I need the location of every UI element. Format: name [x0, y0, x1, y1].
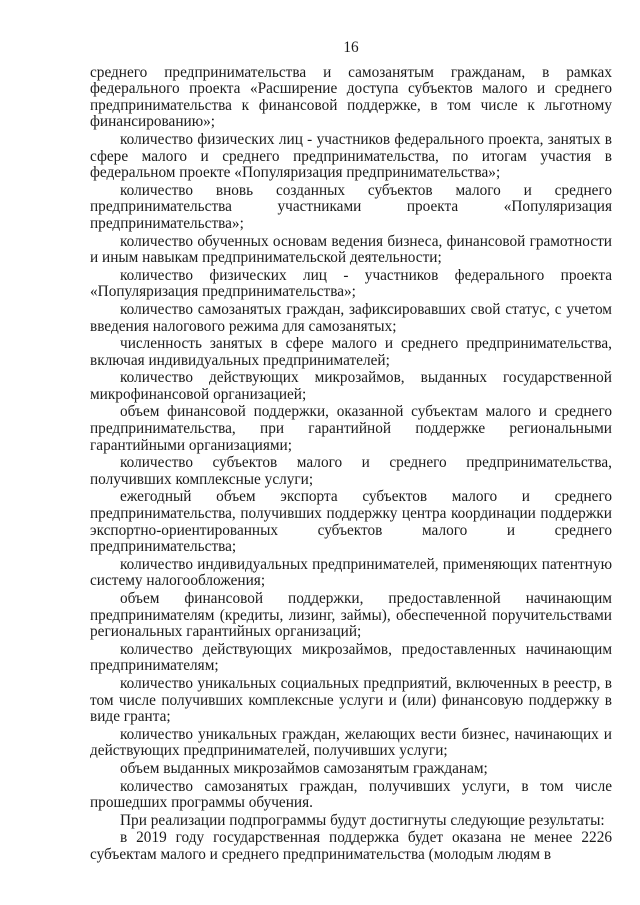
paragraph: численность занятых в сфере малого и среднего предпринимательства, включая индивидуальных предпринимателей; [90, 335, 612, 369]
paragraph: количество вновь созданных субъектов малого и среднего предпринимательства участниками проекта «Популяризация предпринимательства»; [90, 181, 612, 232]
paragraph: количество обученных основам ведения бизнеса, финансовой грамотности и иным навыкам предпринимательской деятельности; [90, 232, 612, 267]
paragraph: количество уникальных социальных предприятий, включенных в реестр, в том числе получивших комплексные услуги и (или) финансовую поддержку в виде гранта; [90, 674, 612, 726]
paragraph: количество физических лиц - участников федерального проекта «Популяризация предпринимательства»; [90, 266, 612, 301]
paragraph: При реализации подпрограммы будут достигнуты следующие результаты: [120, 811, 605, 829]
paragraph: количество самозанятых граждан, зафиксировавших свой статус, с учетом введения налогового режима для самозанятых; [90, 300, 612, 335]
paragraph: среднего предпринимательства и самозанятым гражданам, в рамках федерального проекта «Расширение доступа субъектов малого и среднего предпринимательства к финансовой поддержке, в том числе к льготному финансированию»; [90, 63, 612, 131]
paragraph: объем финансовой поддержки, предоставленной начинающим предпринимателям (кредиты, лизинг, займы), обеспеченной поручительствами региональных гарантийных организаций; [90, 590, 612, 641]
paragraph: в 2019 году государственная поддержка будет оказана не менее 2226 субъектам малого и среднего предпринимательства (молодым людям в [90, 829, 612, 863]
paragraph: количество самозанятых граждан, получивших услуги, в том числе прошедших программы обучения. [90, 777, 612, 812]
page-number: 16 [343, 39, 359, 56]
paragraph: количество уникальных граждан, желающих вести бизнес, начинающих и действующих предпринимателей, получивших услуги; [90, 725, 612, 760]
paragraph: количество действующих микрозаймов, выданных государственной микрофинансовой организацией; [90, 369, 612, 403]
paragraph: количество индивидуальных предпринимателей, применяющих патентную систему налогообложения; [90, 555, 612, 590]
paragraph: количество субъектов малого и среднего предпринимательства, получивших комплексные услуги; [90, 454, 612, 488]
paragraph: объем выданных микрозаймов самозанятым гражданам; [120, 759, 488, 777]
paragraph: объем финансовой поддержки, оказанной субъектам малого и среднего предпринимательства, при гарантийной поддержке региональными гарантийными организациями; [90, 403, 612, 454]
paragraph: количество действующих микрозаймов, предоставленных начинающим предпринимателям; [90, 640, 612, 675]
paragraph: количество физических лиц - участников федерального проекта, занятых в сфере малого и среднего предпринимательства, по итогам участия в федеральном проекте «Популяризация предпринимательства»; [90, 130, 612, 182]
paragraph: ежегодный объем экспорта субъектов малого и среднего предпринимательства, получивших поддержку центра координации поддержки экспортно-ориентированных субъектов малого и среднего предпринимательства; [90, 488, 612, 556]
